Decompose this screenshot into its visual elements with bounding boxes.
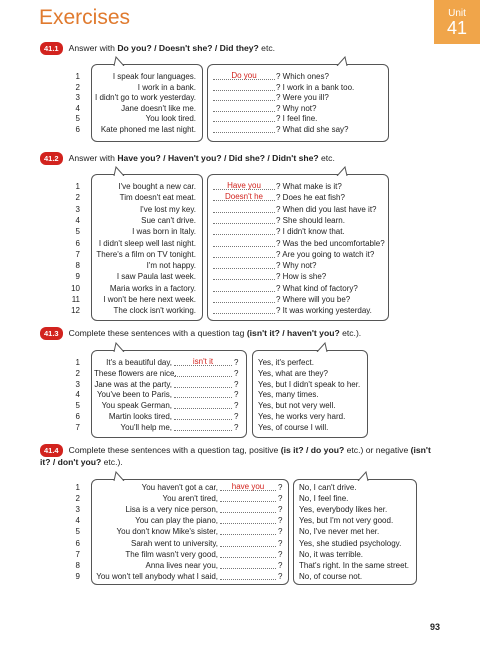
unit-number: 41 <box>446 18 468 38</box>
page-title: Exercises <box>39 6 131 29</box>
exercise-badge: 41.1 <box>40 42 63 55</box>
reply-sentence: ? Does he eat fish? <box>276 193 345 203</box>
question-mark: ? <box>278 571 283 581</box>
prompt-sentence: Anna lives near you, <box>145 560 218 570</box>
item-number: 7 <box>75 549 80 559</box>
answer-blank[interactable] <box>174 400 232 409</box>
prompt-sentence: Martin looks tired, <box>108 412 172 421</box>
question-mark: ? <box>278 527 283 537</box>
unit-tab <box>434 0 480 44</box>
bubble-tail-icon <box>112 471 126 481</box>
answer-blank[interactable] <box>174 379 232 388</box>
reply-sentence: ? Why not? <box>276 103 317 113</box>
bubble-tail-icon <box>112 342 126 352</box>
bubble-tail-icon <box>335 56 349 66</box>
answer-blank[interactable] <box>213 113 275 122</box>
reply-sentence: Yes, she studied psychology. <box>299 538 402 548</box>
question-mark: ? <box>278 560 283 570</box>
reply-sentence: ? Why not? <box>276 261 317 271</box>
reply-sentence: ? It was working yesterday. <box>276 306 372 316</box>
reply-sentence: Yes, what are they? <box>258 368 328 378</box>
reply-sentence: ? What make is it? <box>276 182 342 191</box>
prompt-sentence: I didn't go to work yesterday. <box>95 93 196 102</box>
prompt-sentence: The film wasn't very good, <box>125 549 218 559</box>
answer-blank[interactable] <box>213 238 275 247</box>
prompt-sentence: I speak four languages. <box>112 72 196 81</box>
answer-blank[interactable] <box>213 92 275 101</box>
reply-sentence: Yes, but I'm not very good. <box>299 516 394 526</box>
prompt-sentence: There's a film on TV tonight. <box>96 249 196 259</box>
answer-blank[interactable] <box>213 103 275 112</box>
prompt-sentence: The clock isn't working. <box>113 306 196 316</box>
prompt-sentence: I'm not happy. <box>146 261 196 271</box>
reply-sentence: ? How is she? <box>276 272 327 282</box>
item-number: 2 <box>75 82 80 92</box>
question-mark: ? <box>278 494 283 504</box>
item-number: 8 <box>75 261 80 271</box>
item-number: 5 <box>75 527 80 537</box>
item-number: 2 <box>75 494 80 504</box>
item-number: 6 <box>75 538 80 548</box>
reply-sentence: No, it was terrible. <box>299 549 364 559</box>
answer-blank[interactable] <box>213 226 275 235</box>
item-number: 8 <box>75 560 80 570</box>
reply-sentence: No, I can't drive. <box>299 483 357 492</box>
prompt-sentence: I've bought a new car. <box>118 182 196 191</box>
exercise-41-1-instructions: 41.1 Answer with Do you? / Doesn't she? / Did they? etc. <box>40 42 440 55</box>
reply-sentence: Yes, but I didn't speak to her. <box>258 379 361 389</box>
reply-sentence: No, I've never met her. <box>299 527 380 537</box>
prompt-sentence: You won't tell anybody what I said, <box>96 571 218 581</box>
answer-blank[interactable] <box>174 411 232 420</box>
item-number: 3 <box>75 379 80 389</box>
item-number: 6 <box>75 412 80 421</box>
item-number: 3 <box>75 204 80 214</box>
reply-sentence: Yes, of course I will. <box>258 422 329 432</box>
item-number: 6 <box>75 238 80 248</box>
question-mark: ? <box>278 549 283 559</box>
prompt-sentence: It's a beautiful day, <box>106 358 172 367</box>
exercise-badge: 41.3 <box>40 327 63 340</box>
question-mark: ? <box>234 412 239 421</box>
prompt-sentence: You aren't tired, <box>162 494 218 504</box>
answer-blank[interactable] <box>213 271 275 280</box>
prompt-sentence: Jane doesn't like me. <box>121 103 196 113</box>
item-number: 11 <box>71 295 80 304</box>
prompt-sentence: Sue can't drive. <box>141 215 196 225</box>
reply-sentence: ? I feel fine. <box>276 114 318 123</box>
prompt-sentence: You haven't got a car, <box>141 483 218 492</box>
answer-blank[interactable]: Doesn't he <box>213 192 275 201</box>
reply-sentence: ? Were you ill? <box>276 93 329 102</box>
reply-sentence: Yes, everybody likes her. <box>299 505 388 515</box>
reply-sentence: No, I feel fine. <box>299 494 349 504</box>
answer-blank[interactable] <box>213 294 275 303</box>
bubble-tail-icon <box>356 471 370 481</box>
unit-label: Unit <box>448 8 466 19</box>
answer-blank[interactable]: have you <box>220 482 276 491</box>
item-number: 2 <box>75 368 80 378</box>
answer-blank[interactable] <box>174 368 232 377</box>
item-number: 5 <box>75 227 80 237</box>
item-number: 7 <box>75 422 80 432</box>
question-mark: ? <box>234 401 239 411</box>
exercise-badge: 41.4 <box>40 444 63 457</box>
item-number: 10 <box>71 283 80 293</box>
exercise-badge: 41.2 <box>40 152 63 165</box>
item-number: 5 <box>75 401 80 411</box>
bubble-tail-icon <box>335 166 349 176</box>
question-mark: ? <box>234 358 239 367</box>
item-number: 3 <box>75 505 80 515</box>
answer-blank[interactable] <box>220 571 276 580</box>
item-number: 4 <box>75 215 80 225</box>
item-number: 1 <box>75 182 80 191</box>
bubble-tail-icon <box>112 56 126 66</box>
reply-sentence: No, of course not. <box>299 571 363 581</box>
reply-sentence: ? Are you going to watch it? <box>276 249 375 259</box>
item-number: 3 <box>75 93 80 102</box>
answer-blank[interactable] <box>213 283 275 292</box>
question-mark: ? <box>278 483 283 492</box>
page-number: 93 <box>429 622 440 632</box>
question-mark: ? <box>278 538 283 548</box>
prompt-sentence: You can play the piano, <box>135 516 218 526</box>
reply-sentence: ? Which ones? <box>276 72 329 81</box>
prompt-sentence: I work in a bank. <box>137 82 196 92</box>
prompt-sentence: I've lost my key. <box>139 204 196 214</box>
question-mark: ? <box>278 516 283 526</box>
answer-blank[interactable] <box>174 422 232 431</box>
item-number: 1 <box>75 483 80 492</box>
exercise-41-4-instructions: 41.4 Complete these sentences with a question tag, positive (is it? / do you? etc.) or negative (isn't it? / don't you? etc.). <box>40 445 431 467</box>
exercise-41-3-instructions: 41.3 Complete these sentences with a question tag (isn't it? / haven't you? etc.). <box>40 327 440 340</box>
item-number: 9 <box>75 272 80 282</box>
item-number: 9 <box>75 571 80 581</box>
reply-sentence: ? She should learn. <box>276 215 345 225</box>
item-number: 5 <box>75 114 80 123</box>
answer-blank[interactable]: Have you <box>213 181 275 190</box>
question-mark: ? <box>234 379 239 389</box>
prompt-sentence: Kate phoned me last night. <box>100 124 196 134</box>
answer-blank[interactable] <box>220 549 276 558</box>
question-mark: ? <box>234 422 239 432</box>
prompt-sentence: I saw Paula last week. <box>116 272 196 282</box>
reply-sentence: ? When did you last have it? <box>276 204 377 214</box>
answer-blank[interactable] <box>220 560 276 569</box>
reply-sentence: Yes, he works very hard. <box>258 412 346 421</box>
item-number: 2 <box>75 193 80 203</box>
answer-blank[interactable] <box>213 249 275 258</box>
answer-blank[interactable] <box>220 538 276 547</box>
reply-sentence: ? What did she say? <box>276 124 349 134</box>
prompt-sentence: You speak German, <box>101 401 172 411</box>
question-mark: ? <box>234 368 239 378</box>
answer-blank[interactable] <box>213 260 275 269</box>
answer-blank[interactable] <box>220 526 276 535</box>
answer-blank[interactable] <box>213 215 275 224</box>
prompt-sentence: Maria works in a factory. <box>109 283 196 293</box>
answer-blank[interactable] <box>213 204 275 213</box>
prompt-sentence: I was born in Italy. <box>132 227 196 237</box>
item-number: 4 <box>75 390 80 400</box>
item-number: 1 <box>75 358 80 367</box>
bubble-tail-icon <box>112 166 126 176</box>
prompt-sentence: Jane was at the party, <box>94 379 172 389</box>
bubble-tail-icon <box>315 342 329 352</box>
prompt-sentence: You'll help me, <box>120 422 172 432</box>
item-number: 12 <box>71 306 80 316</box>
item-number: 4 <box>75 103 80 113</box>
prompt-sentence: I didn't sleep well last night. <box>98 238 196 248</box>
answer-blank[interactable] <box>174 389 232 398</box>
reply-sentence: That's right. In the same street. <box>299 560 410 570</box>
item-number: 7 <box>75 249 80 259</box>
reply-sentence: ? What kind of factory? <box>276 283 358 293</box>
answer-blank[interactable]: isn't it <box>174 357 232 366</box>
reply-sentence: Yes, but not very well. <box>258 401 336 411</box>
answer-blank[interactable] <box>213 124 275 133</box>
answer-blank[interactable] <box>220 515 276 524</box>
prompt-sentence: I won't be here next week. <box>103 295 196 304</box>
prompt-sentence: You've been to Paris, <box>96 390 172 400</box>
prompt-sentence: These flowers are nice, <box>94 368 177 378</box>
reply-sentence: ? Was the bed uncomfortable? <box>276 238 385 248</box>
answer-blank[interactable] <box>220 493 276 502</box>
answer-blank[interactable] <box>213 82 275 91</box>
item-number: 1 <box>75 72 80 81</box>
item-number: 6 <box>75 124 80 134</box>
reply-sentence: Yes, many times. <box>258 390 319 400</box>
item-number: 4 <box>75 516 80 526</box>
exercise-41-2-instructions: 41.2 Answer with Have you? / Haven't you? / Did she? / Didn't she? etc. <box>40 152 440 165</box>
prompt-sentence: Tim doesn't eat meat. <box>119 193 196 203</box>
prompt-sentence: Sarah went to university, <box>130 538 218 548</box>
question-mark: ? <box>234 390 239 400</box>
answer-blank[interactable] <box>220 504 276 513</box>
reply-sentence: Yes, it's perfect. <box>258 358 314 367</box>
reply-sentence: ? I work in a bank too. <box>276 82 355 92</box>
prompt-sentence: You don't know Mike's sister, <box>116 527 218 537</box>
answer-blank[interactable]: Do you <box>213 71 275 80</box>
question-mark: ? <box>278 505 283 515</box>
prompt-sentence: You look tired. <box>145 114 196 123</box>
prompt-sentence: Lisa is a very nice person, <box>125 505 218 515</box>
reply-sentence: ? Where will you be? <box>276 295 351 304</box>
reply-sentence: ? I didn't know that. <box>276 227 345 237</box>
answer-blank[interactable] <box>213 305 275 314</box>
